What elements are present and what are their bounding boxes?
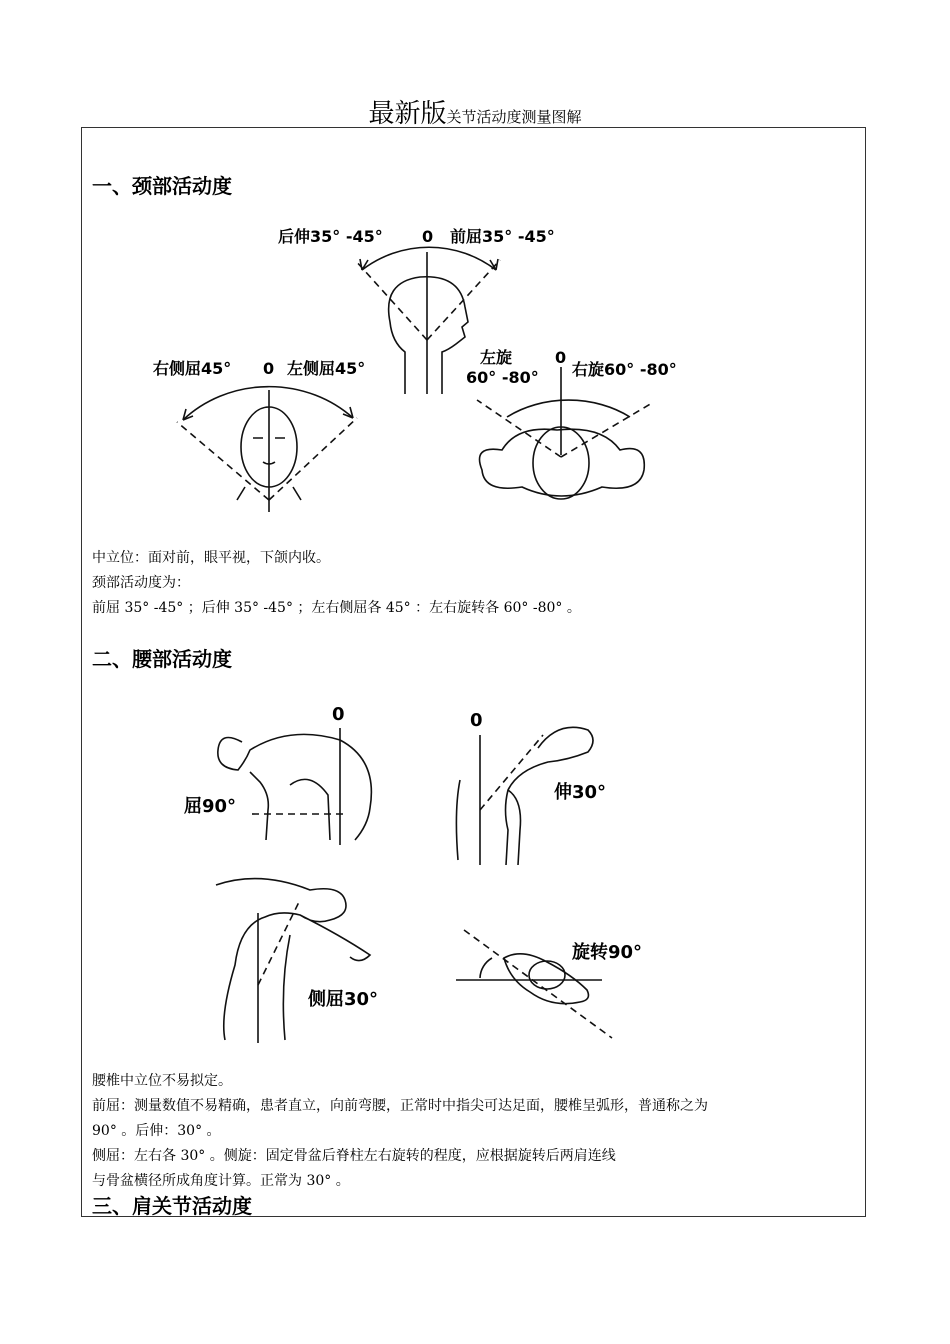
neck-rot-zero: 0 xyxy=(555,348,567,367)
neck-text-3: 前屈 35° -45° ；后伸 35° -45° ；左右侧屈各 45° ：左右旋转各 60° -80° 。 xyxy=(92,600,581,616)
neck-zero-label: 0 xyxy=(422,227,434,246)
lumbar-lateral-figure xyxy=(200,865,410,1045)
neck-lat-right-label: 右侧屈45° xyxy=(153,359,232,378)
heading-shoulder: 三、肩关节活动度 xyxy=(92,1194,252,1218)
neck-rot-arc xyxy=(507,400,630,417)
lumbar-flexion-figure xyxy=(180,700,385,850)
lumbar-lat-body xyxy=(216,879,370,1040)
neck-rot-shoulders xyxy=(480,429,645,496)
heading-neck: 一、颈部活动度 xyxy=(92,174,232,198)
lumbar-lat-label: 侧屈30° xyxy=(308,989,379,1010)
lumbar-rot-head xyxy=(529,961,565,989)
lumbar-ext-zero: 0 xyxy=(470,710,483,731)
neck-lat-zero-label: 0 xyxy=(263,359,275,378)
lumbar-flex-body xyxy=(218,734,372,840)
neck-lat-arrows xyxy=(183,407,353,420)
neck-rotation-figure xyxy=(462,345,702,505)
lumbar-rot-label: 旋转90° xyxy=(572,942,643,963)
neck-text-2: 颈部活动度为： xyxy=(92,575,190,591)
lumbar-flex-zero: 0 xyxy=(332,704,345,725)
lumbar-text-4: 侧屈：左右各 30° 。侧旋：固定骨盆后脊柱左右旋转的程度，应根据旋转后两肩连线 xyxy=(92,1148,616,1164)
neck-arc xyxy=(362,247,496,270)
neck-lateral-figure xyxy=(145,350,385,515)
neck-arc-arrows xyxy=(360,259,498,270)
title-rest: 关节活动度测量图解 xyxy=(446,108,582,126)
lumbar-flex-label: 屈90° xyxy=(184,796,237,817)
lumbar-text-3: 90° 。后伸：30° 。 xyxy=(92,1123,221,1139)
lumbar-ext-line xyxy=(480,735,543,810)
neck-lat-left-label: 左侧屈45° xyxy=(287,359,366,378)
neck-rot-right: 右旋60° -80° xyxy=(572,360,677,379)
lumbar-extension-figure xyxy=(448,700,648,870)
neck-text-1: 中立位：面对前，眼平视，下颌内收。 xyxy=(92,550,330,566)
title-bold: 最新版 xyxy=(368,99,447,129)
neck-lat-left-line xyxy=(269,418,357,500)
neck-rot-left-a: 左旋 xyxy=(480,348,513,367)
lumbar-ext-label: 伸30° xyxy=(554,782,607,803)
lumbar-rot-angle-arc xyxy=(480,958,492,978)
lumbar-text-1: 腰椎中立位不易拟定。 xyxy=(92,1073,232,1089)
lumbar-rotation-figure xyxy=(452,920,672,1040)
lumbar-text-5: 与骨盆横径所成角度计算。正常为 30° 。 xyxy=(92,1173,350,1189)
neck-head-profile xyxy=(389,277,468,394)
neck-lat-right-line xyxy=(177,422,269,500)
neck-lat-arc xyxy=(183,387,353,420)
lumbar-text-2: 前屈：测量数值不易精确，患者直立，向前弯腰，正常时中指尖可达足面，腰椎呈弧形，普通称之为 xyxy=(92,1098,708,1114)
heading-lumbar: 二、腰部活动度 xyxy=(92,647,232,671)
neck-rot-left-b: 60° -80° xyxy=(466,368,539,387)
neck-ext-label: 后伸35° -45° xyxy=(278,227,383,246)
neck-flex-label: 前屈35° -45° xyxy=(450,227,555,246)
